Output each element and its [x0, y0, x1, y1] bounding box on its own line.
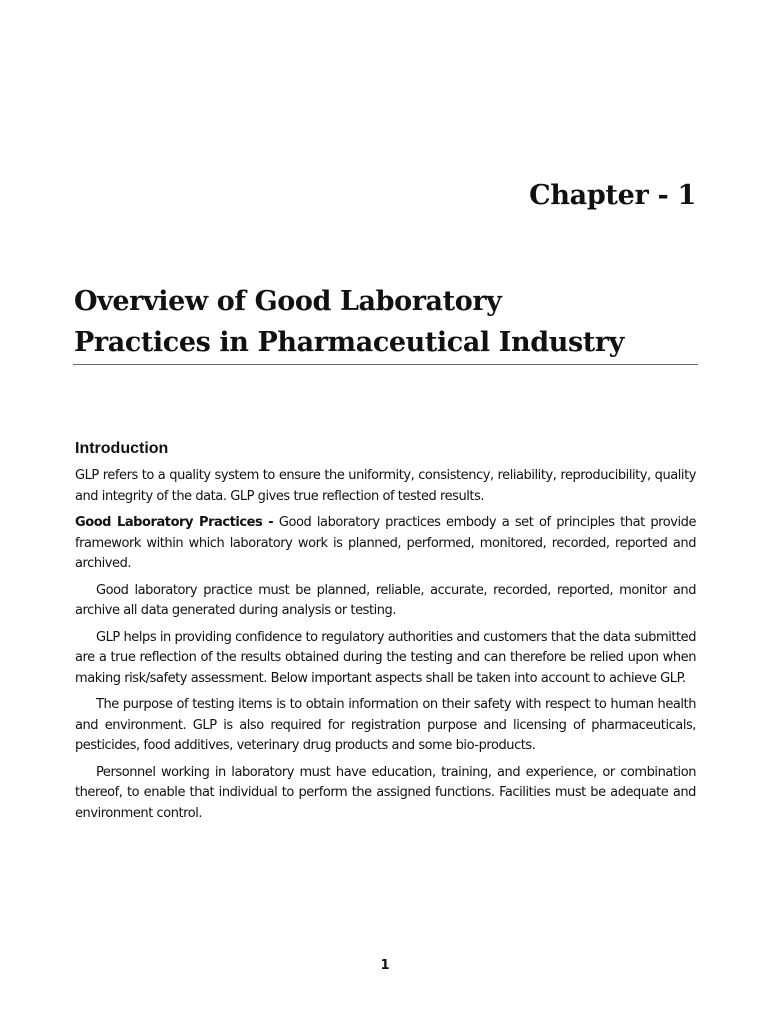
- term-good-laboratory-practices: Good Laboratory Practices -: [75, 515, 274, 530]
- paragraph-planning: Good laboratory practice must be planned, reliable, accurate, recorded, reported, monitor and archive all data generated during analysis or testing.: [75, 582, 696, 618]
- chapter-label: Chapter - 1: [529, 180, 696, 211]
- body-text: [75, 466, 696, 830]
- page-number: 1: [380, 958, 390, 973]
- section-heading-introduction: Introduction: [75, 440, 169, 457]
- title-divider: [73, 364, 698, 365]
- paragraph-personnel: Personnel working in laboratory must have education, training, and experience, or combination thereof, to enable that individual to perform the assigned functions. Facilities must be adequate and environment control.: [75, 764, 696, 821]
- paragraph-purpose: The purpose of testing items is to obtain information on their safety with respect to human health and environment. GLP is also required for registration purpose and licensing of pharmaceuticals, pesticides, food additives, veterinary drug products and some bio-products.: [75, 697, 696, 753]
- paragraph-confidence: GLP helps in providing confidence to regulatory authorities and customers that the data submitted are a true reflection of the results obtained during the testing and can therefore be relied upon when making risk/safety assessment. Below important aspects shall be taken into account to achieve GLP.: [75, 629, 696, 686]
- chapter-title-line-1: Overview of Good Laboratory: [74, 286, 502, 317]
- paragraph-good-laboratory-practices-text: Good laboratory practices embody a set of principles that provide framework within which laboratory work is planned, performed, monitored, recorded, reported and archived.: [75, 515, 696, 571]
- chapter-title: [74, 281, 698, 363]
- paragraph-glp-definition: GLP refers to a quality system to ensure the uniformity, consistency, reliability, reproducibility, quality and integrity of the data. GLP gives true reflection of tested results.: [75, 468, 696, 504]
- paragraph-good-laboratory-practices: [75, 513, 696, 575]
- chapter-title-line-2: Practices in Pharmaceutical Industry: [74, 327, 624, 358]
